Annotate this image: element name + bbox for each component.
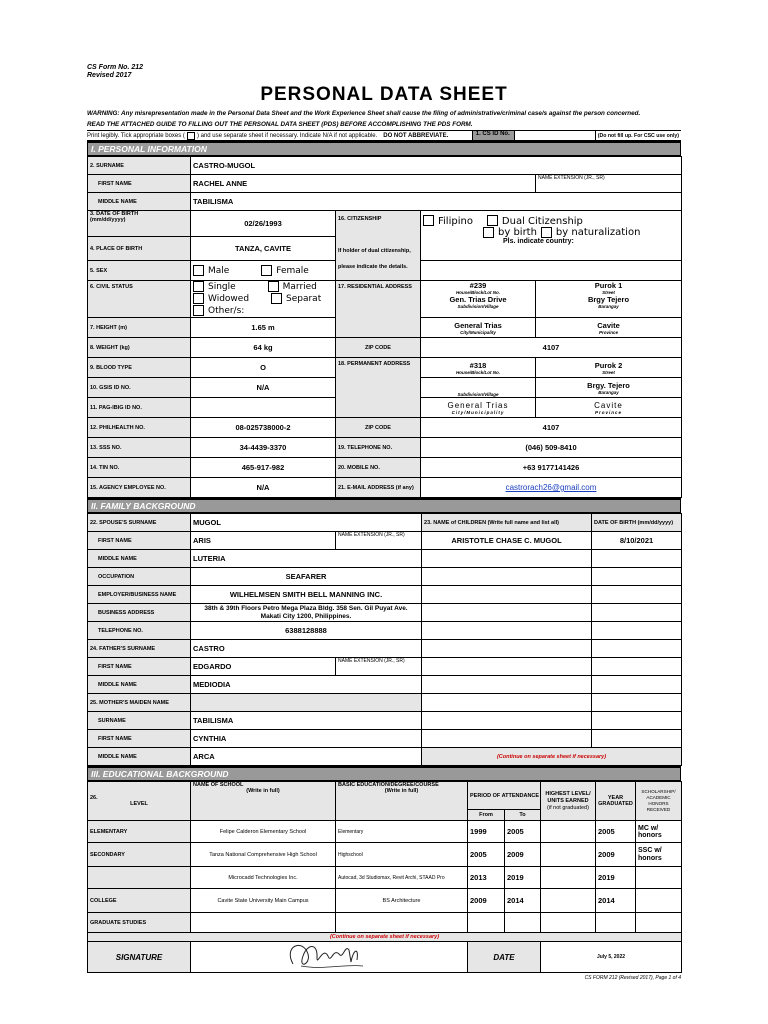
citizenship-option-naturalization[interactable]: by naturalization [541,227,641,238]
blood-type-label: 9. BLOOD TYPE [88,358,191,378]
from-header: From [468,810,505,821]
children-dob-label: DATE OF BIRTH (mm/dd/yyyy) [592,514,682,532]
child-dob-row-2[interactable] [592,550,682,568]
email-label: 21. E-MAIL ADDRESS (if any) [336,478,421,498]
child-dob-row-10[interactable] [592,694,682,712]
res-province-field[interactable]: Cavite [597,320,620,330]
country-note: Pls. indicate country: [503,238,574,245]
school-header: NAME OF SCHOOL [193,782,244,788]
education-level: COLLEGE [88,889,191,913]
education-level: ELEMENTARY [88,821,191,843]
sex-label: 5. SEX [88,261,191,281]
education-units[interactable] [541,889,596,913]
education-school[interactable] [191,913,336,933]
by-naturalization-checkbox[interactable] [541,227,552,238]
signature-underline [301,966,363,968]
education-from[interactable]: 2013 [468,867,505,889]
employer-label: EMPLOYER/BUSINESS NAME [88,586,191,604]
father-first-field[interactable]: EDGARDO [191,658,336,676]
father-middle-field[interactable]: MEDIODIA [191,676,422,694]
perm-zip-label: ZIP CODE [336,418,421,438]
mother-first-field[interactable]: CYNTHIA [191,730,422,748]
child-row-11[interactable] [422,712,592,730]
read-guide-text: READ THE ATTACHED GUIDE TO FILLING OUT THE PERSONAL DATA SHEET (PDS) BEFORE ACCOMPLISHING THE PDS FORM. [87,120,473,128]
citizenship-note-1: If holder of dual citizenship, [338,248,411,254]
cs-id-block [472,131,681,140]
education-from[interactable]: 2009 [468,889,505,913]
male-checkbox[interactable] [193,265,204,276]
cs-id-field[interactable] [514,131,595,140]
year-graduated-header: YEAR GRADUATED [596,782,636,821]
perm-street-field[interactable]: Purok 2 [594,360,623,370]
cs-id-label: 1. CS ID No. [472,131,514,140]
res-subdivision-field[interactable]: Gen. Trias Drive [449,295,507,304]
child-dob-row-12[interactable] [592,730,682,748]
education-level [88,867,191,889]
no-abbreviate-text: DO NOT ABBREVIATE. [383,132,449,139]
res-city-label: City/Municipality [460,329,496,335]
separated-checkbox[interactable] [271,293,282,304]
education-level: GRADUATE STUDIES [88,913,191,933]
female-checkbox[interactable] [261,265,272,276]
section-family-background: II. FAMILY BACKGROUND [87,498,681,513]
education-honors[interactable] [636,867,682,889]
mother-middle-label: MIDDLE NAME [88,748,191,766]
perm-city-field[interactable]: General Trias [447,400,509,410]
tick-sample-checkbox [187,132,195,140]
spouse-telephone-field[interactable]: 6388128888 [191,622,422,640]
mother-maiden-label: 25. MOTHER'S MAIDEN NAME [88,694,191,712]
education-course[interactable]: Highschool [336,843,468,867]
education-table [87,781,682,973]
family-background-table [87,513,682,766]
telephone-field[interactable]: (046) 509-8410 [421,438,682,458]
sex-option-female[interactable]: Female [261,266,309,276]
perm-barangay-field[interactable]: Brgy. Tejero [587,380,630,390]
perm-city-label: City/Municipality [451,409,505,415]
child-row-6[interactable] [422,622,592,640]
school-write-full: (Write in full) [246,788,280,794]
father-name-ext-field[interactable]: NAME EXTENSION (JR., SR) [336,658,422,676]
spouse-name-ext-field[interactable]: NAME EXTENSION (JR., SR) [336,532,422,550]
citizenship-option-dual[interactable]: Dual Citizenship [487,216,583,227]
pagibig-field[interactable] [191,398,336,418]
weight-field[interactable]: 64 kg [191,338,336,358]
res-house-field[interactable]: #239 [469,281,487,290]
filipino-checkbox[interactable] [423,215,434,226]
employer-field[interactable]: WILHELMSEN SMITH BELL MANNING INC. [191,586,422,604]
education-honors[interactable] [636,913,682,933]
education-year[interactable]: 2009 [596,843,636,867]
education-level: SECONDARY [88,843,191,867]
civil-option-married[interactable]: Married [268,282,317,292]
instruction-line [87,130,681,141]
spouse-surname-label: 22. SPOUSE'S SURNAME [88,514,191,532]
education-to[interactable] [505,913,541,933]
education-from[interactable] [468,913,505,933]
perm-house-label: House/Block/Lot No. [455,369,500,375]
section-educational-background: III. EDUCATIONAL BACKGROUND [87,766,681,781]
dob-field[interactable]: 02/26/1993 [191,211,336,237]
firstname-field[interactable]: RACHEL ANNE [191,175,536,193]
honors-header: SCHOLARSHIP/ ACADEMIC HONORS RECEIVED [636,782,682,821]
units-header: HIGHEST LEVEL/ UNITS EARNED [545,790,591,804]
middlename-field[interactable]: TABILISMA [191,193,682,211]
child-dob-row-4[interactable] [592,586,682,604]
height-label: 7. HEIGHT (m) [88,318,191,338]
father-surname-label: 24. FATHER'S SURNAME [88,640,191,658]
pagibig-label: 11. PAG-IBIG ID NO. [88,398,191,418]
course-header: BASIC EDUCATION/DEGREE/COURSE [338,782,439,788]
spouse-first-field[interactable]: ARIS [191,532,336,550]
perm-province-label: Province [595,409,623,415]
business-address-label: BUSINESS ADDRESS [88,604,191,622]
warning-text: WARNING: Any misrepresentation made in the Personal Data Sheet and the Work Experience Sheet shall cause the filing of administrative/criminal case/s against the person concerned. [87,110,641,117]
level-header: LEVEL [130,801,148,807]
citizenship-label: 16. CITIZENSHIP [338,216,382,222]
education-row [88,843,682,867]
dob-format-label: (mm/dd/yyyy) [90,217,126,223]
father-surname-field[interactable]: CASTRO [191,640,422,658]
single-checkbox[interactable] [193,281,204,292]
education-year[interactable]: 2005 [596,821,636,843]
period-header: PERIOD OF ATTENDANCE [468,782,541,810]
education-year[interactable] [596,913,636,933]
mother-first-label: FIRST NAME [88,730,191,748]
child-dob-row-3[interactable] [592,568,682,586]
sex-option-male[interactable]: Male [193,266,229,276]
education-row [88,889,682,913]
tin-field[interactable]: 465-917-982 [191,458,336,478]
spouse-middle-field[interactable]: LUTERIA [191,550,422,568]
signature-stroke [290,945,357,964]
date-field[interactable]: July 5, 2022 [541,942,682,973]
education-year[interactable]: 2014 [596,889,636,913]
res-street-field[interactable]: Purok 1 [594,281,623,290]
res-zip-field[interactable]: 4107 [421,338,682,358]
civil-option-others[interactable]: Other/s: [193,306,244,316]
child-row-7[interactable] [422,640,592,658]
height-field[interactable]: 1.65 m [191,318,336,338]
education-honors[interactable] [636,889,682,913]
widowed-checkbox[interactable] [193,293,204,304]
spouse-first-label: FIRST NAME [88,532,191,550]
telephone-label: 19. TELEPHONE NO. [336,438,421,458]
spouse-surname-field[interactable]: MUGOL [191,514,422,532]
res-barangay-label: Barangay [598,304,619,309]
name-extension-field[interactable]: NAME EXTENSION (JR., SR) [536,175,682,193]
civil-option-separated[interactable]: Separat [271,294,321,304]
gsis-field[interactable]: N/A [191,378,336,398]
others-checkbox[interactable] [193,305,204,316]
business-address-line-2[interactable]: Makati City 1200, Philippines. [260,612,352,620]
child-row-4[interactable] [422,586,592,604]
form-revised: Revised 2017 [87,72,132,79]
education-from[interactable]: 2005 [468,843,505,867]
units-note: (if not graduated) [547,804,589,811]
surname-field[interactable]: CASTRO-MUGOL [191,157,682,175]
res-subdivision-label: Subdivision/Village [457,304,499,309]
education-continue-note: (Continue on separate sheet if necessary) [88,933,682,942]
education-honors[interactable]: SSC w/ honors [636,843,682,867]
education-honors[interactable]: MC w/ honors [636,821,682,843]
personal-info-table [87,156,682,498]
education-units[interactable] [541,821,596,843]
tin-label: 14. TIN NO. [88,458,191,478]
perm-street-label: Street [602,369,615,375]
civil-option-single[interactable]: Single [193,282,236,292]
family-continue-note: (Continue on separate sheet if necessary) [422,748,682,766]
education-to[interactable]: 2005 [505,821,541,843]
child-dob-row-7[interactable] [592,640,682,658]
child-name-field[interactable]: ARISTOTLE CHASE C. MUGOL [422,532,592,550]
education-units[interactable] [541,913,596,933]
education-row [88,821,682,843]
res-street-label: Street [602,290,615,295]
education-course[interactable]: BS Architecture [336,889,468,913]
civil-option-widowed[interactable]: Widowed [193,294,249,304]
agency-employee-field[interactable]: N/A [191,478,336,498]
res-province-label: Province [599,329,619,335]
print-legibly-text-2: ) and use separate sheet if necessary. Indicate N/A if not applicable. [196,132,378,139]
philhealth-label: 12. PHILHEALTH NO. [88,418,191,438]
mother-surname-label: SURNAME [88,712,191,730]
child-dob-row-8[interactable] [592,658,682,676]
res-zip-label: ZIP CODE [336,338,421,358]
spouse-telephone-label: TELEPHONE NO. [88,622,191,640]
philhealth-field[interactable]: 08-025738000-2 [191,418,336,438]
agency-employee-label: 15. AGENCY EMPLOYEE NO. [88,478,191,498]
education-course[interactable]: Elementary [336,821,468,843]
to-header: To [505,810,541,821]
mother-surname-field[interactable]: TABILISMA [191,712,422,730]
child-dob-row-9[interactable] [592,676,682,694]
education-to[interactable]: 2009 [505,843,541,867]
pob-label: 4. PLACE OF BIRTH [88,237,191,261]
personal-data-sheet [87,64,681,981]
child-dob-field[interactable]: 8/10/2021 [592,532,682,550]
child-row-10[interactable] [422,694,592,712]
civil-status-label: 6. CIVIL STATUS [88,281,191,318]
occupation-label: OCCUPATION [88,568,191,586]
spouse-middle-label: MIDDLE NAME [88,550,191,568]
pob-field[interactable]: TANZA, CAVITE [191,237,336,261]
business-address-line-1[interactable]: 38th & 39th Floors Petro Mega Plaza Bldg. 358 Sen. Gil Puyat Ave. [204,604,408,612]
child-row-12[interactable] [422,730,592,748]
education-to[interactable]: 2014 [505,889,541,913]
firstname-label: FIRST NAME [88,175,191,193]
section-personal-information: I. PERSONAL INFORMATION [87,141,681,156]
middlename-label: MIDDLE NAME [88,193,191,211]
child-row-5[interactable] [422,604,592,622]
education-school[interactable]: Cavite State University Main Campus [191,889,336,913]
residential-address-label: 17. RESIDENTIAL ADDRESS [336,281,421,338]
print-legibly-text: Print legibly. Tick appropriate boxes ( [87,132,185,139]
page-title: PERSONAL DATA SHEET [260,84,508,105]
res-house-label: House/Block/Lot No. [455,290,500,295]
blood-type-field[interactable]: O [191,358,336,378]
education-units[interactable] [541,867,596,889]
mobile-field[interactable]: +63 9177141426 [421,458,682,478]
education-to[interactable]: 2019 [505,867,541,889]
occupation-field[interactable]: SEAFARER [191,568,422,586]
cs-id-note: (Do not fill up. For CSC use only) [595,131,681,140]
child-row-8[interactable] [422,658,592,676]
child-row-9[interactable] [422,676,592,694]
sss-field[interactable]: 34-4439-3370 [191,438,336,458]
child-dob-row-11[interactable] [592,712,682,730]
sss-label: 13. SSS NO. [88,438,191,458]
surname-label: 2. SURNAME [88,157,191,175]
education-from[interactable]: 1999 [468,821,505,843]
citizenship-note-2: please indicate the details. [338,264,408,270]
education-school[interactable]: Tanza National Comprehensive High School [191,843,336,867]
form-number: CS Form No. 212 [87,64,144,71]
permanent-address-label: 18. PERMANENT ADDRESS [336,358,421,418]
perm-barangay-label: Barangay [598,389,619,395]
perm-house-field[interactable]: #318 [469,360,487,370]
education-year[interactable]: 2019 [596,867,636,889]
children-label: 23. NAME of CHILDREN (Write full name and list all) [422,514,592,532]
dual-citizenship-checkbox[interactable] [487,215,498,226]
education-units[interactable] [541,843,596,867]
dob-label: 3. DATE OF BIRTH [90,211,139,217]
signature-image [273,942,468,973]
by-birth-checkbox[interactable] [483,227,494,238]
gsis-label: 10. GSIS ID NO. [88,378,191,398]
perm-subdivision-label: Subdivision/Village [457,392,499,397]
date-label: DATE [468,942,541,973]
signature-field[interactable] [191,942,468,973]
education-number: 26. [90,795,98,801]
weight-label: 8. WEIGHT (kg) [88,338,191,358]
perm-province-field[interactable]: Cavite [594,400,623,410]
citizenship-option-filipino[interactable]: Filipino [423,216,473,227]
education-row [88,867,682,889]
child-row-3[interactable] [422,568,592,586]
citizenship-option-birth[interactable]: by birth [483,227,537,238]
email-field[interactable]: castrorach26@gmail.com [505,483,597,492]
education-school[interactable]: Felipe Calderon Elementary School [191,821,336,843]
mother-middle-field[interactable]: ARCA [191,748,422,766]
course-write-full: (Write in full) [384,788,419,794]
married-checkbox[interactable] [268,281,279,292]
child-row-2[interactable] [422,550,592,568]
education-row [88,913,682,933]
form-footer: CS FORM 212 (Revised 2017), Page 1 of 4 [584,975,681,981]
child-dob-row-5[interactable] [592,604,682,622]
education-school[interactable]: Microcadd Technologies Inc. [191,867,336,889]
signature-label: SIGNATURE [88,942,191,973]
mobile-label: 20. MOBILE NO. [336,458,421,478]
res-barangay-field[interactable]: Brgy Tejero [587,295,630,304]
child-dob-row-6[interactable] [592,622,682,640]
perm-zip-field[interactable]: 4107 [421,418,682,438]
father-middle-label: MIDDLE NAME [88,676,191,694]
education-course[interactable]: Autocad, 3d Studiomax, Revit Archi, STAAD Pro [336,867,468,889]
res-city-field[interactable]: General Trias [454,320,502,330]
father-first-label: FIRST NAME [88,658,191,676]
education-course[interactable] [336,913,468,933]
